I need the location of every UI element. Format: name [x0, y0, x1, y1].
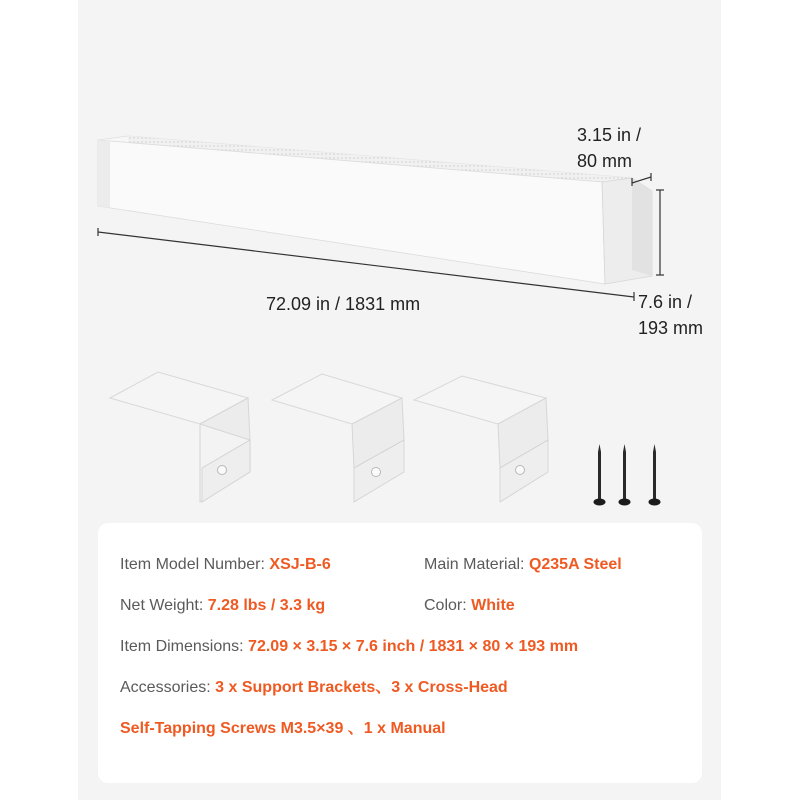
- spec-model-label: Item Model Number:: [120, 556, 265, 573]
- spec-weight-label: Net Weight:: [120, 597, 204, 614]
- spec-model-value: XSJ-B-6: [269, 556, 331, 573]
- spec-color-label: Color:: [424, 597, 467, 614]
- spec-dimensions-label: Item Dimensions:: [120, 638, 244, 655]
- support-bracket-image: [110, 372, 250, 502]
- spec-weight: [120, 595, 325, 617]
- spec-material: [424, 554, 622, 576]
- support-bracket-image: [272, 374, 404, 502]
- support-bracket-image: [414, 376, 548, 502]
- spec-dimensions-value: 72.09 × 3.15 × 7.6 inch / 1831 × 80 × 193 mm: [248, 638, 579, 655]
- height-dimension-line2: 193 mm: [638, 318, 704, 338]
- spec-material-value: Q235A Steel: [528, 556, 622, 573]
- spec-accessories-continued: [120, 718, 446, 740]
- depth-dimension-line1: 3.15 in /: [577, 125, 642, 145]
- depth-dimension-line2: 80 mm: [577, 151, 633, 171]
- spec-accessories-value: 3 x Support Brackets、3 x Cross-Head: [215, 679, 508, 696]
- spec-dimensions: [120, 636, 578, 658]
- screw-image: [594, 444, 661, 506]
- baseboard-cover-image: [98, 136, 652, 284]
- spec-material-label: Main Material:: [424, 556, 525, 573]
- spec-weight-value: 7.28 lbs / 3.3 kg: [207, 597, 326, 614]
- spec-color-value: White: [471, 597, 515, 614]
- spec-color: [424, 595, 515, 617]
- spec-model: [120, 554, 331, 576]
- spec-accessories-label: Accessories:: [120, 679, 211, 696]
- spec-accessories: [120, 677, 508, 699]
- height-dimension-line1: 7.6 in /: [638, 292, 693, 312]
- spec-accessories-value-line2: Self-Tapping Screws M3.5×39 、1 x Manual: [120, 720, 446, 737]
- spec-card: [98, 523, 702, 783]
- height-dimension-label: [638, 289, 703, 341]
- depth-dimension-label: [577, 122, 641, 174]
- length-dimension-label: 72.09 in / 1831 mm: [266, 294, 421, 314]
